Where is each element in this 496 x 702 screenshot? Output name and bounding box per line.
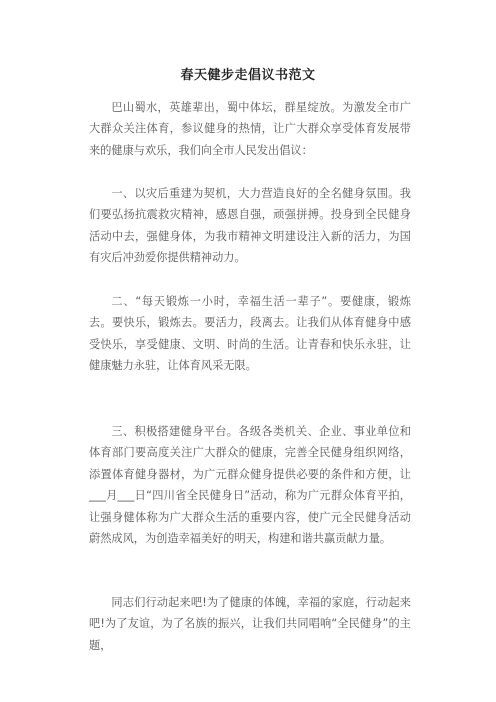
paragraph-intro: 巴山蜀水，英雄辈出，蜀中体坛，群星绽放。为激发全市广大群众关注体育，参议健身的热情，让广大群众享受体育发展带来的健康与欢乐，我们向全市人民发出倡议： [89,101,411,157]
paragraph-point-one: 一、以灾后重建为契机，大力营造良好的全名健身氛围。我们要弘扬抗震救灾精神，感恩自强，顽强拼搏。投身到全民健身活动中去，强健身体，为我市精神文明建设注入新的活力，为国有灾后冲劲爱你提供精神动力。 [89,187,411,265]
paragraph-point-three: 三、积极搭建健身平台。各级各类机关、企业、事业单位和体育部门要高度关注广大群众的健康，完善全民健身组织网络，添置体育健身器材，为广元群众健身提供必要的条件和方便，让___月___日“四川省全民健身日”活动，称为广元群众体育平拍，让强身健体称为广大群众生活的重要内容，使广元全民健身活动蔚然成风，为创造幸福美好的明天，构建和谐共赢贡献力量。 [89,425,411,546]
paragraph-closing: 同志们行动起来吧!为了健康的体魄，幸福的家庭，行动起来吧!为了友谊，为了名族的振兴，让我们共同唱响“全民健身”的主题， [89,596,411,652]
document-title: 春天健步走倡议书范文 [180,68,316,83]
paragraph-point-two: 二、“每天锻炼一小时，幸福生活一辈子”。要健康，锻炼去。要快乐，锻炼去。要活力，段离去。让我们从体育健身中感受快乐，享受健康、文明、时尚的生活。让青春和快乐永驻，让健康魅力永驻，让体育风采无限。 [89,295,411,373]
